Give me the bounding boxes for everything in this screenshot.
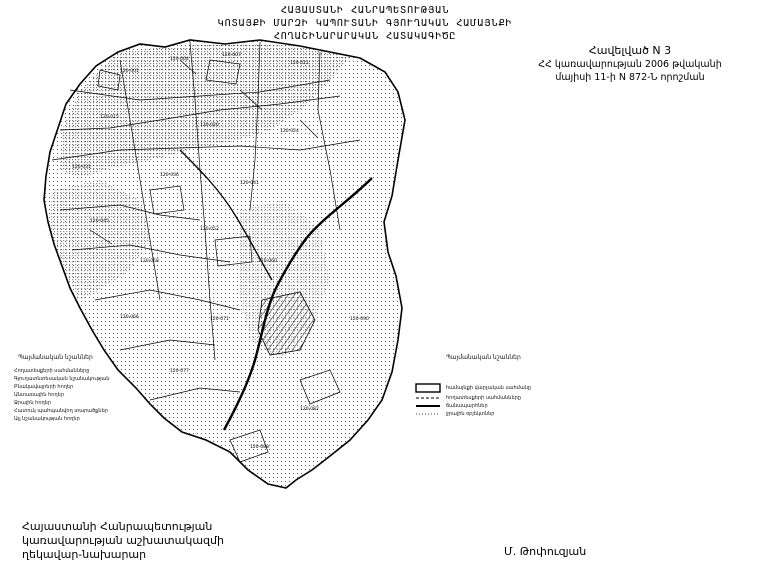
svg-text:120-090: 120-090 bbox=[350, 317, 369, 322]
legend-right-item: համայնքի վարչական սահմանը bbox=[446, 385, 532, 391]
legend-left-item: Բնակավայրերի հողեր bbox=[14, 384, 74, 390]
signatory-name: Մ. Թոփուզյան bbox=[504, 545, 587, 558]
legend-left-item: Անտառային հողեր bbox=[14, 392, 64, 398]
signature-line3: ղեկավար-նախարար bbox=[22, 548, 147, 561]
svg-text:120-011: 120-011 bbox=[290, 61, 309, 66]
header-region: ԿՈՏԱՅՔԻ ՄԱՐԶԻ ԿԱՊՈՒՏԱՆԻ ԳՅՈՒՂԱԿԱՆ ՀԱՄԱՅՆՔԻ bbox=[217, 18, 513, 29]
legend-right-symbols bbox=[416, 384, 440, 414]
signature-line1: Հայաստանի Հանրապետության bbox=[22, 520, 213, 533]
signature-line2: կառավարության աշխատակազմի bbox=[22, 534, 224, 547]
svg-text:120-082: 120-082 bbox=[300, 407, 319, 412]
legend-left-item: Այլ նշանակության հողեր bbox=[14, 416, 80, 422]
svg-text:120-088: 120-088 bbox=[250, 445, 269, 450]
header-country: ՀԱՅԱՍՏԱՆԻ ՀԱՆՐԱՊԵՏՈՒԹՅԱՆ bbox=[280, 5, 450, 16]
svg-text:120-060: 120-060 bbox=[258, 259, 277, 264]
svg-text:120-007: 120-007 bbox=[222, 53, 241, 58]
legend-right-item: ջրային օբյեկտներ bbox=[446, 411, 495, 417]
svg-text:120-058: 120-058 bbox=[140, 259, 159, 264]
svg-text:120-031: 120-031 bbox=[72, 165, 91, 170]
legend-right-item: հողատեսքերի սահմանները bbox=[446, 395, 521, 401]
annex-decree-line2: մայիսի 11-ի N 872-Ն որոշման bbox=[555, 72, 705, 83]
svg-text:120-045: 120-045 bbox=[90, 219, 109, 224]
legend-left-item: Ջրային հողեր bbox=[14, 400, 52, 406]
legend-left-item: Գյուղատնտեսական նշանակության bbox=[14, 376, 110, 382]
svg-text:120-036: 120-036 bbox=[160, 173, 179, 178]
legend-right-title: Պայմանական նշաններ bbox=[446, 354, 521, 361]
legend-left-title: Պայմանական նշաններ bbox=[18, 354, 93, 361]
annex-number: Հավելված N 3 bbox=[588, 44, 672, 57]
svg-text:120-066: 120-066 bbox=[120, 315, 139, 320]
legend-left-item: Հողատեսքերի սահմանները bbox=[14, 368, 90, 374]
header-plan-title: ՀՈՂԱՇԻՆԱՐԱՐԱԿԱՆ ՀԱՏԱԿԱԳԻԾԸ bbox=[273, 31, 457, 42]
svg-text:120-024: 120-024 bbox=[280, 129, 299, 134]
svg-text:120-015: 120-015 bbox=[100, 115, 119, 120]
svg-text:120-020: 120-020 bbox=[200, 123, 219, 128]
svg-text:120-001: 120-001 bbox=[120, 69, 139, 74]
legend-left-item: Հատուկ պահպանվող տարածքներ bbox=[14, 408, 108, 414]
svg-text:120-052: 120-052 bbox=[200, 227, 219, 232]
svg-text:120-004: 120-004 bbox=[170, 57, 189, 62]
legend-right-item: ճանապարհներ bbox=[446, 403, 488, 409]
annex-decree-line1: ՀՀ կառավարության 2006 թվականի bbox=[538, 59, 722, 70]
svg-text:120-077: 120-077 bbox=[170, 369, 189, 374]
svg-text:120-071: 120-071 bbox=[210, 317, 229, 322]
svg-text:120-041: 120-041 bbox=[240, 181, 259, 186]
